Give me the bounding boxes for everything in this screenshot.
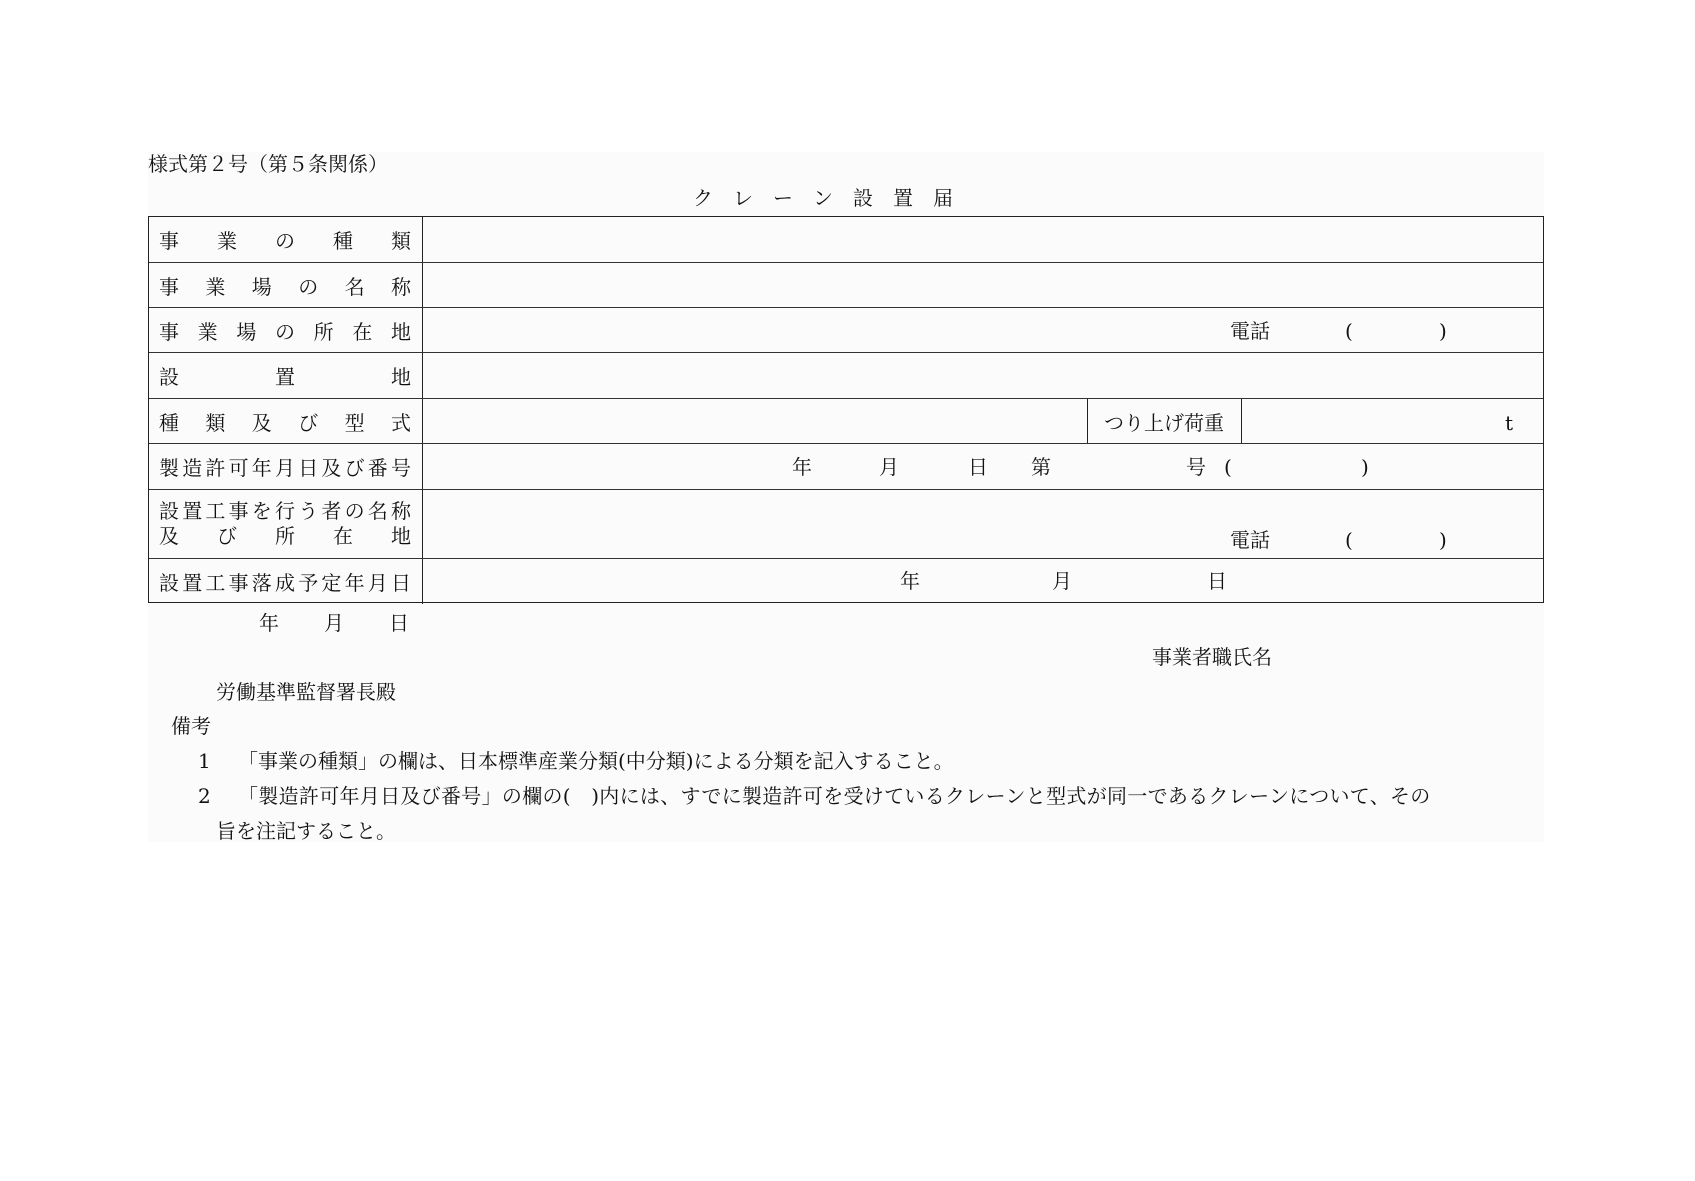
date-day: 日 <box>389 611 409 635</box>
completion-date-field[interactable] <box>423 559 1543 604</box>
paren-close: ) <box>1439 528 1447 552</box>
paren-close: ) <box>1361 455 1369 479</box>
phone-label: 電話 <box>1230 528 1270 552</box>
workplace-name-field[interactable] <box>423 263 1543 307</box>
business-type-field[interactable] <box>423 217 1543 262</box>
paren-open: ( <box>1224 455 1232 479</box>
year: 年 <box>792 455 812 479</box>
row-type-model <box>149 399 1543 444</box>
row-installer <box>149 490 1543 559</box>
date-month: 月 <box>324 611 344 635</box>
type-model-field[interactable] <box>423 399 1088 443</box>
remark-1-number: 1 <box>198 749 211 773</box>
installer-field[interactable] <box>423 490 1543 558</box>
form-number: 様式第２号（第５条関係） <box>148 152 388 176</box>
label: 事業場の名称 <box>159 274 412 299</box>
number-suffix: 号 <box>1186 455 1206 479</box>
remark-2-number: 2 <box>198 784 211 808</box>
date-year: 年 <box>259 611 279 635</box>
year: 年 <box>900 569 920 593</box>
load-label: つり上げ荷重 <box>1104 410 1224 435</box>
month: 月 <box>879 455 899 479</box>
row-workplace-address <box>149 308 1543 353</box>
paren-close: ) <box>1439 319 1447 343</box>
day: 日 <box>968 455 988 479</box>
paren-open: ( <box>1345 528 1353 552</box>
day: 日 <box>1207 569 1227 593</box>
remark-1-text: 「事業の種類」の欄は、日本標準産業分類(中分類)による分類を記入すること。 <box>238 749 954 773</box>
label: 製造許可年月日及び番号 <box>159 456 412 480</box>
form-table <box>148 216 1544 603</box>
form-title: ク レ ー ン 設 置 届 <box>693 186 953 210</box>
signer-label: 事業者職氏名 <box>1152 645 1272 669</box>
label: 設置工事落成予定年月日 <box>159 571 412 595</box>
remark-2-text: 「製造許可年月日及び番号」の欄の( )内には、すでに製造許可を受けているクレーンと型式が同一であるクレーンについて、その <box>238 784 1431 808</box>
paren-open: ( <box>1345 319 1353 343</box>
row-completion-date <box>149 559 1543 604</box>
addressee: 労働基準監督署長殿 <box>216 680 396 704</box>
label-line1: 設置工事を行う者の名称 <box>159 499 412 523</box>
label: 事業場の所在地 <box>159 319 412 344</box>
label-line2: 及び所在地 <box>159 524 412 548</box>
load-field[interactable] <box>1241 399 1543 443</box>
label: 種類及び型式 <box>159 410 412 435</box>
row-workplace-name <box>149 263 1543 308</box>
row-permit <box>149 444 1543 490</box>
row-installation-site <box>149 353 1543 399</box>
row-business-type <box>149 217 1543 263</box>
unit-t: t <box>1504 411 1513 435</box>
remark-2-text-cont: 旨を注記すること。 <box>216 819 396 843</box>
label: 事業の種類 <box>159 229 412 253</box>
remarks-heading: 備考 <box>171 714 211 738</box>
phone-label: 電話 <box>1230 319 1270 343</box>
permit-field[interactable] <box>423 444 1543 489</box>
number-prefix: 第 <box>1031 455 1051 479</box>
installation-site-field[interactable] <box>423 353 1543 398</box>
month: 月 <box>1052 569 1072 593</box>
label: 設置地 <box>159 365 412 389</box>
workplace-address-field[interactable] <box>423 308 1543 352</box>
